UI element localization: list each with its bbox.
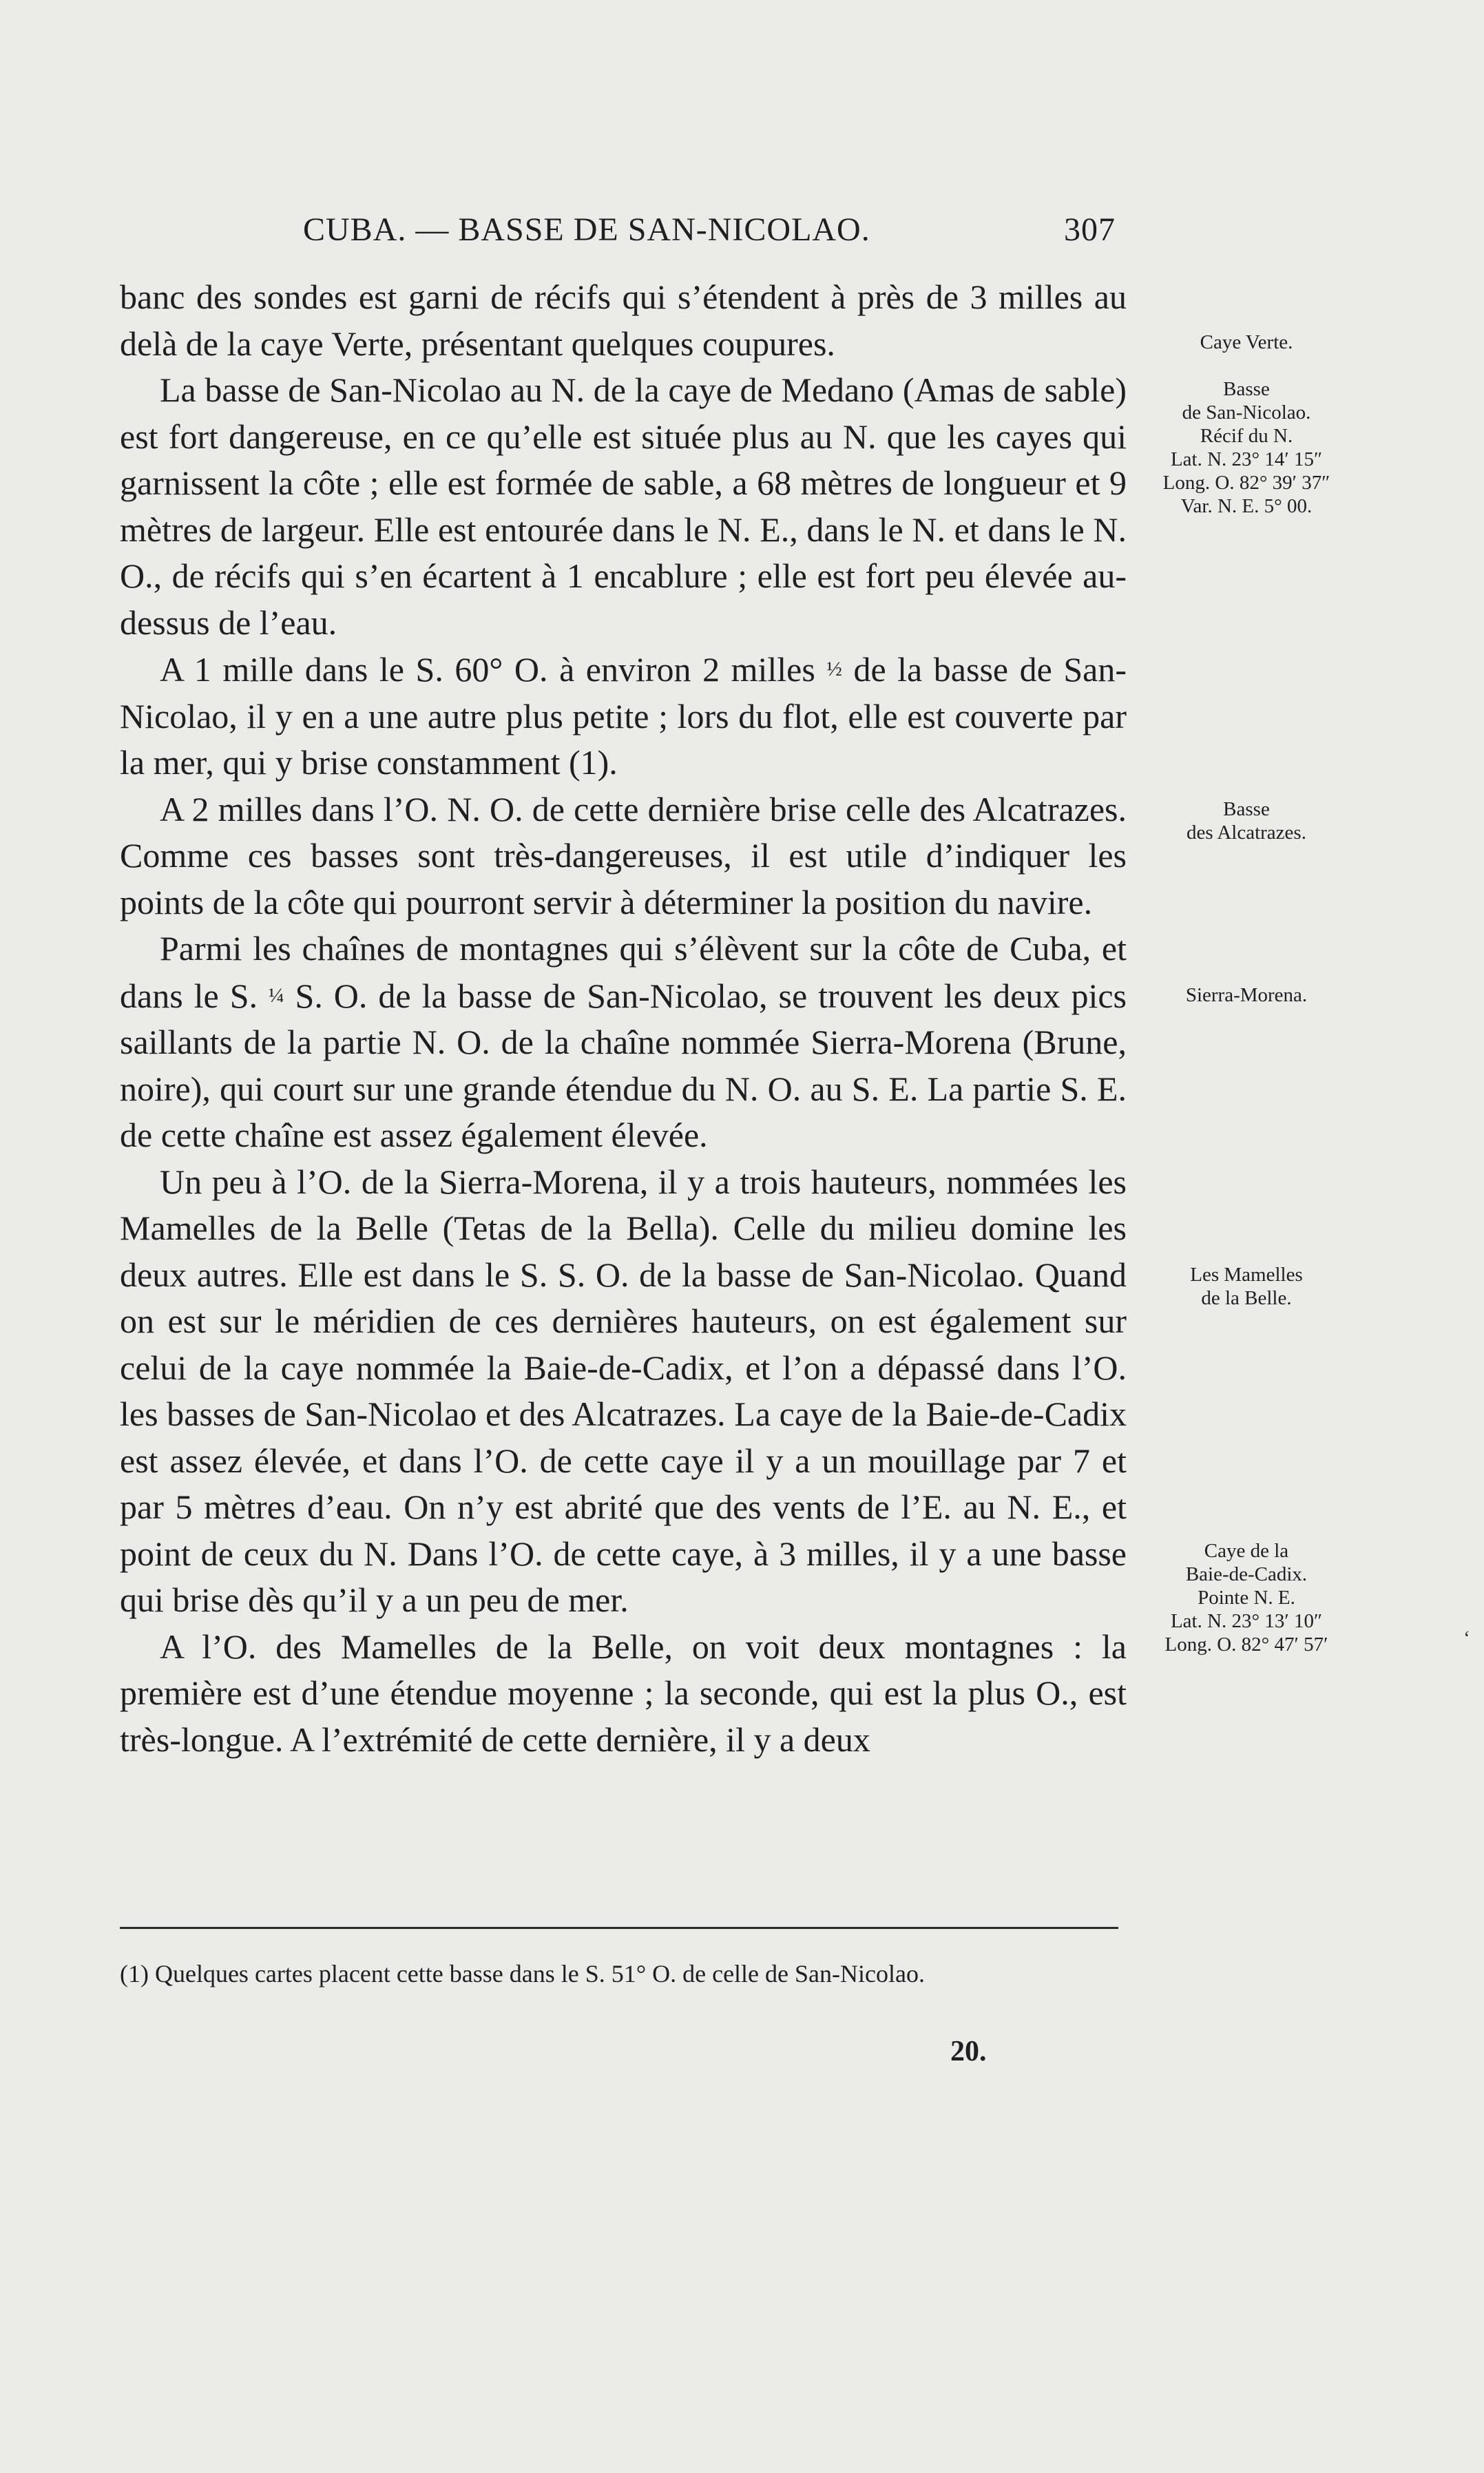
paragraph-5 bbox=[120, 926, 1127, 1159]
paragraph-4: A 2 milles dans l’O. N. O. de cette dernière brise celle des Alcatrazes. Comme ces basses sont très-dangereuses, il est utile d’indiquer les points de la côte qui pourront servir à déterminer la position du navire. bbox=[120, 789, 1127, 921]
paragraph-2: La basse de San-Nicolao au N. de la caye de Medano (Amas de sable) est fort dangereuse, en ce qu’elle est située plus au N. que les cayes qui garnissent la côte ; elle est formée de sable, a 68 mètres de longueur et 9 mètres de largeur. Elle est entourée dans le N. E., dans le N. et dans le N. O., de récifs qui s’en écartent à 1 encablure ; elle est fort peu élevée au-dessus de l’eau. bbox=[120, 371, 1127, 642]
main-text bbox=[120, 274, 1127, 1763]
margin-note-line: Baie-de-Cadix. bbox=[1185, 1563, 1308, 1585]
margin-note-basse-san-nicolao bbox=[1143, 377, 1350, 518]
fraction-quarter: ¼ bbox=[269, 983, 284, 1007]
page-title: CUBA. — BASSE DE SAN-NICOLAO. bbox=[303, 211, 870, 248]
footnote-divider bbox=[120, 1927, 1118, 1929]
margin-note-sierra-morena bbox=[1143, 983, 1350, 1007]
margin-note-caye-verte bbox=[1143, 331, 1350, 354]
paragraph-3 bbox=[120, 646, 1127, 786]
paragraph-3-part-2: de la basse de San-Nicolao, il y en a une autre plus petite ; lors du flot, elle est couverte par la mer, qui y brise constamment (1). bbox=[120, 650, 1127, 782]
margin-note-line: de San-Nicolao. bbox=[1182, 401, 1311, 424]
signature-mark: 20. bbox=[950, 2036, 987, 2067]
paragraph-6: Un peu à l’O. de la Sierra-Morena, il y a trois hauteurs, nommées les Mamelles de la Belle (Tetas de la Bella). Celle du milieu domine les deux autres. Elle est dans le S. S. O. de la basse de San-Nicolao. Quand on est sur le méridien de ces dernières hauteurs, on est également sur celui de la caye nommée la Baie-de-Cadix, et l’on a dépassé dans l’O. les basses de San-Nicolao et des Alcatrazes. La caye de la Baie-de-Cadix est assez élevée, et dans l’O. de cette caye il y a un mouillage par 7 et par 5 mètres d’eau. On n’y est abrité que des vents de l’E. au N. E., et point de ceux du N. Dans l’O. de cette caye, à 3 milles, il y a une basse qui brise dès qu’il y a un peu de mer. bbox=[120, 1162, 1127, 1619]
margin-note-line: Les Mamelles bbox=[1190, 1264, 1303, 1286]
page-number: 307 bbox=[1064, 211, 1116, 248]
margin-note-line: Basse bbox=[1223, 798, 1270, 820]
margin-note-line: Récif du N. bbox=[1200, 425, 1293, 447]
fraction-half: ½ bbox=[826, 658, 842, 680]
margin-note-line: Lat. N. 23° 13′ 10″ bbox=[1170, 1610, 1323, 1632]
edge-mark: ‘ bbox=[1463, 1627, 1470, 1649]
running-header bbox=[303, 211, 1116, 259]
margin-note-alcatrazes bbox=[1143, 797, 1350, 844]
margin-note-line: Long. O. 82° 47′ 57′ bbox=[1164, 1634, 1328, 1656]
paragraph-5-part-2: S. O. de la basse de San-Nicolao, se trouvent les deux pics saillants de la partie N. O. de la chaîne nommée Sierra-Morena (Brune, noire), qui court sur une grande étendue du N. O. au S. E. La partie S. E. de cette chaîne est assez également élevée. bbox=[120, 976, 1127, 1154]
paragraph-1: banc des sondes est garni de récifs qui s’étendent à près de 3 milles au delà de la caye Verte, présentant quelques coupures. bbox=[120, 278, 1127, 363]
margin-note-line: des Alcatrazes. bbox=[1187, 822, 1306, 844]
margin-note-line: de la Belle. bbox=[1201, 1287, 1292, 1309]
margin-note-line: Sierra-Morena. bbox=[1185, 984, 1308, 1006]
footnote: (1) Quelques cartes placent cette basse dans le S. 51° O. de celle de San-Nicolao. bbox=[120, 1960, 925, 1987]
margin-note-line: Lat. N. 23° 14′ 15″ bbox=[1170, 448, 1323, 470]
margin-note-line: Basse bbox=[1223, 378, 1270, 400]
paragraph-5-part-1: Parmi les chaînes de montagnes qui s’élèvent sur la côte de Cuba, et dans le S. bbox=[120, 929, 1127, 1015]
margin-note-line: Caye Verte. bbox=[1200, 331, 1293, 353]
margin-note-baie-de-cadix bbox=[1143, 1539, 1350, 1656]
paragraph-7: A l’O. des Mamelles de la Belle, on voit deux montagnes : la première est d’une étendue moyenne ; la seconde, qui est la plus O., est très-longue. A l’extrémité de cette dernière, il y a deux bbox=[120, 1627, 1127, 1759]
margin-note-line: Long. O. 82° 39′ 37″ bbox=[1162, 472, 1330, 494]
margin-note-line: Pointe N. E. bbox=[1198, 1587, 1295, 1609]
margin-note-line: Caye de la bbox=[1204, 1540, 1289, 1562]
paragraph-3-part-1: A 1 mille dans le S. 60° O. à environ 2 milles bbox=[160, 650, 815, 689]
margin-note-line: Var. N. E. 5° 00. bbox=[1180, 495, 1313, 517]
margin-note-mamelles bbox=[1143, 1263, 1350, 1310]
